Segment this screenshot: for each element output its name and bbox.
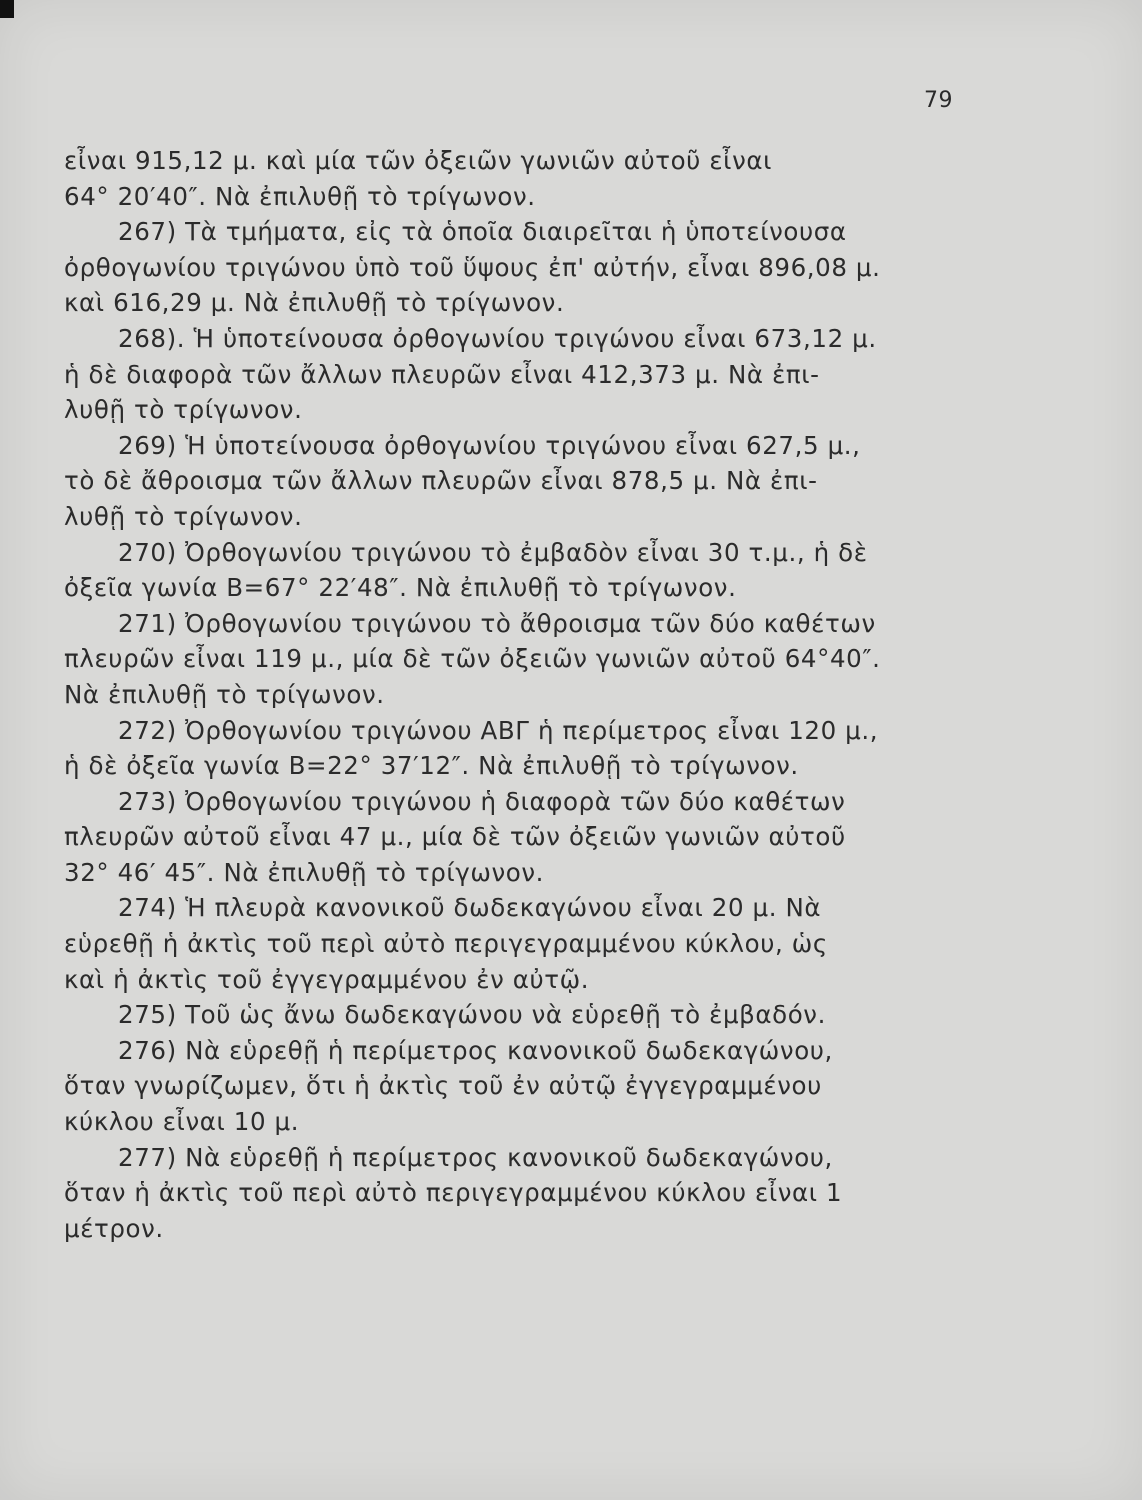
scan-corner-mark: [0, 0, 14, 18]
text-line: εὑρεθῇ ἡ ἀκτὶς τοῦ περὶ αὐτὸ περιγεγραμμένου κύκλου, ὡς: [64, 929, 828, 959]
text-line: ὅταν γνωρίζωμεν, ὅτι ἡ ἀκτὶς τοῦ ἐν αὐτῷ ἐγγεγραμμένου: [64, 1071, 822, 1101]
text-line: καὶ 616,29 μ. Νὰ ἐπιλυθῇ τὸ τρίγωνον.: [64, 288, 565, 318]
text-line: ὀξεῖα γωνία Β=67° 22′48″. Νὰ ἐπιλυθῇ τὸ τρίγωνον.: [64, 573, 737, 603]
text-line: Νὰ ἐπιλυθῇ τὸ τρίγωνον.: [64, 679, 385, 709]
text-line: λυθῇ τὸ τρίγωνον.: [64, 395, 303, 425]
text-line: 273) Ὀρθογωνίου τριγώνου ἡ διαφορὰ τῶν δύο καθέτων: [118, 786, 846, 816]
text-line: εἶναι 915,12 μ. καὶ μία τῶν ὀξειῶν γωνιῶν αὐτοῦ εἶναι: [64, 146, 772, 175]
text-line: πλευρῶν αὐτοῦ εἶναι 47 μ., μία δὲ τῶν ὀξειῶν γωνιῶν αὐτοῦ: [64, 822, 846, 852]
body-text: [64, 143, 964, 1246]
text-line: 269) Ἡ ὑποτείνουσα ὀρθογωνίου τριγώνου εἶναι 627,5 μ.,: [118, 430, 861, 460]
text-line: 32° 46′ 45″. Νὰ ἐπιλυθῇ τὸ τρίγωνον.: [64, 857, 545, 887]
text-line: ἡ δὲ διαφορὰ τῶν ἄλλων πλευρῶν εἶναι 412,373 μ. Νὰ ἐπι-: [64, 359, 820, 389]
text-line: κύκλου εἶναι 10 μ.: [64, 1107, 300, 1137]
text-line: 275) Τοῦ ὡς ἄνω δωδεκαγώνου νὰ εὑρεθῇ τὸ ἐμβαδόν.: [118, 1000, 826, 1030]
text-line: καὶ ἡ ἀκτὶς τοῦ ἐγγεγραμμένου ἐν αὐτῷ.: [64, 964, 590, 994]
text-line: μέτρον.: [64, 1213, 164, 1243]
text-line: 274) Ἡ πλευρὰ κανονικοῦ δωδεκαγώνου εἶναι 20 μ. Νὰ: [118, 893, 822, 923]
page-number: 79: [924, 88, 953, 113]
text-line: 277) Νὰ εὑρεθῇ ἡ περίμετρος κανονικοῦ δωδεκαγώνου,: [118, 1142, 833, 1172]
text-line: τὸ δὲ ἄθροισμα τῶν ἄλλων πλευρῶν εἶναι 878,5 μ. Νὰ ἐπι-: [64, 466, 818, 496]
text-line: ὀρθογωνίου τριγώνου ὑπὸ τοῦ ὕψους ἐπ' αὐτήν, εἶναι 896,08 μ.: [64, 252, 881, 282]
text-line: 64° 20′40″. Νὰ ἐπιλυθῇ τὸ τρίγωνον.: [64, 181, 536, 211]
text-line: 276) Νὰ εὑρεθῇ ἡ περίμετρος κανονικοῦ δωδεκαγώνου,: [118, 1035, 833, 1065]
text-line: 267) Τὰ τμήματα, εἰς τὰ ὁποῖα διαιρεῖται ἡ ὑποτείνουσα: [118, 217, 847, 247]
text-line: 272) Ὀρθογωνίου τριγώνου ΑΒΓ ἡ περίμετρος εἶναι 120 μ.,: [118, 715, 879, 745]
text-line: 268). Ἡ ὑποτείνουσα ὀρθογωνίου τριγώνου εἶναι 673,12 μ.: [118, 323, 877, 353]
text-line: ἡ δὲ ὀξεῖα γωνία Β=22° 37′12″. Νὰ ἐπιλυθῇ τὸ τρίγωνον.: [64, 751, 799, 781]
text-line: πλευρῶν εἶναι 119 μ., μία δὲ τῶν ὀξειῶν γωνιῶν αὐτοῦ 64°40″.: [64, 644, 881, 674]
text-line: λυθῇ τὸ τρίγωνον.: [64, 501, 303, 531]
text-line: 271) Ὀρθογωνίου τριγώνου τὸ ἄθροισμα τῶν δύο καθέτων: [118, 608, 876, 638]
text-line: ὅταν ἡ ἀκτὶς τοῦ περὶ αὐτὸ περιγεγραμμένου κύκλου εἶναι 1: [64, 1178, 843, 1208]
text-line: 270) Ὀρθογωνίου τριγώνου τὸ ἐμβαδὸν εἶναι 30 τ.μ., ἡ δὲ: [118, 537, 868, 567]
